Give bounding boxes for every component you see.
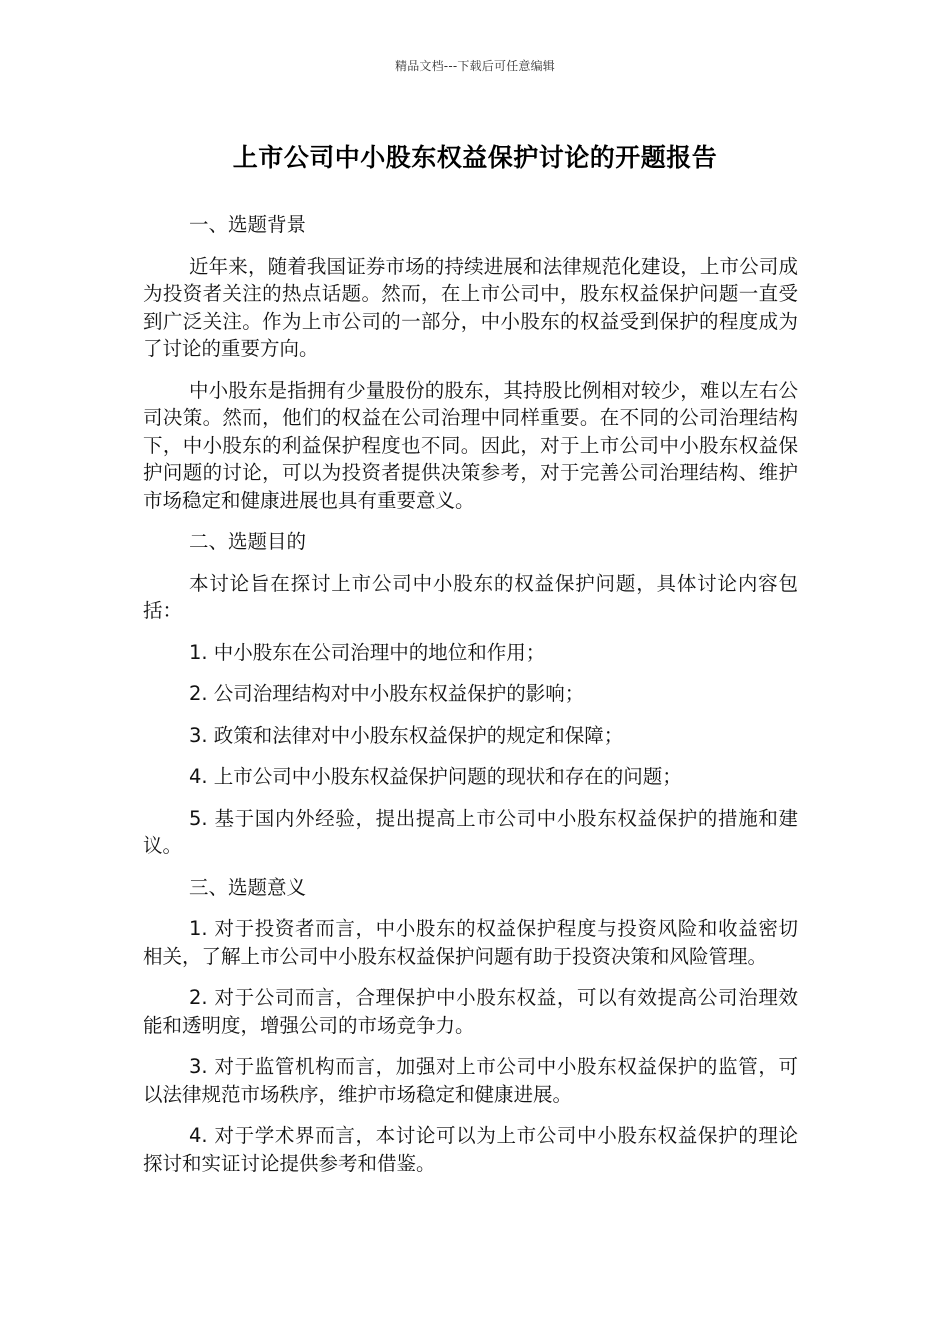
page-header: 精品文档---下载后可任意编辑 bbox=[395, 59, 555, 73]
section-heading-purpose: 二、选题目的 bbox=[189, 530, 307, 553]
list-item-purpose-1: 1. 中小股东在公司治理中的地位和作用； bbox=[189, 640, 546, 664]
list-item-purpose-5: 5. 基于国内外经验，提出提高上市公司中小股东权益保护的措施和建议。 bbox=[143, 806, 798, 857]
section-heading-background: 一、选题背景 bbox=[189, 213, 307, 236]
list-item-significance-4: 4. 对于学术界而言，本讨论可以为上市公司中小股东权益保护的理论探讨和实证讨论提供参考和借鉴。 bbox=[143, 1124, 798, 1175]
list-item-purpose-2: 2. 公司治理结构对中小股东权益保护的影响； bbox=[189, 682, 585, 705]
section-heading-significance: 三、选题意义 bbox=[189, 875, 307, 899]
paragraph-purpose-intro: 本讨论旨在探讨上市公司中小股东的权益保护问题，具体讨论内容包括： bbox=[143, 571, 798, 622]
list-item-significance-1: 1. 对于投资者而言，中小股东的权益保护程度与投资风险和收益密切相关，了解上市公司中小股东权益保护问题有助于投资决策和风险管理。 bbox=[143, 917, 798, 968]
document-title: 上市公司中小股东权益保护讨论的开题报告 bbox=[232, 143, 718, 172]
list-item-purpose-3: 3. 政策和法律对中小股东权益保护的规定和保障； bbox=[189, 723, 624, 747]
list-item-significance-2: 2. 对于公司而言，合理保护中小股东权益，可以有效提高公司治理效能和透明度，增强公司的市场竞争力。 bbox=[143, 986, 798, 1037]
list-item-purpose-4: 4. 上市公司中小股东权益保护问题的现状和存在的问题； bbox=[189, 765, 682, 788]
paragraph-background-2: 中小股东是指拥有少量股份的股东，其持股比例相对较少，难以左右公司决策。然而，他们的权益在公司治理中同样重要。在不同的公司治理结构下，中小股东的利益保护程度也不同。因此，对于上市公司中小股东权益保护问题的讨论，可以为投资者提供决策参考，对于完善公司治理结构、维护市场稳定和健康进展也具有重要意义。 bbox=[143, 378, 798, 512]
document-body bbox=[143, 211, 798, 1191]
paragraph-background-1: 近年来，随着我国证券市场的持续进展和法律规范化建设，上市公司成为投资者关注的热点话题。然而，在上市公司中，股东权益保护问题一直受到广泛关注。作为上市公司的一部分，中小股东的权益受到保护的程度成为了讨论的重要方向。 bbox=[143, 254, 798, 360]
list-item-significance-3: 3. 对于监管机构而言，加强对上市公司中小股东权益保护的监管，可以法律规范市场秩序，维护市场稳定和健康进展。 bbox=[143, 1055, 798, 1106]
